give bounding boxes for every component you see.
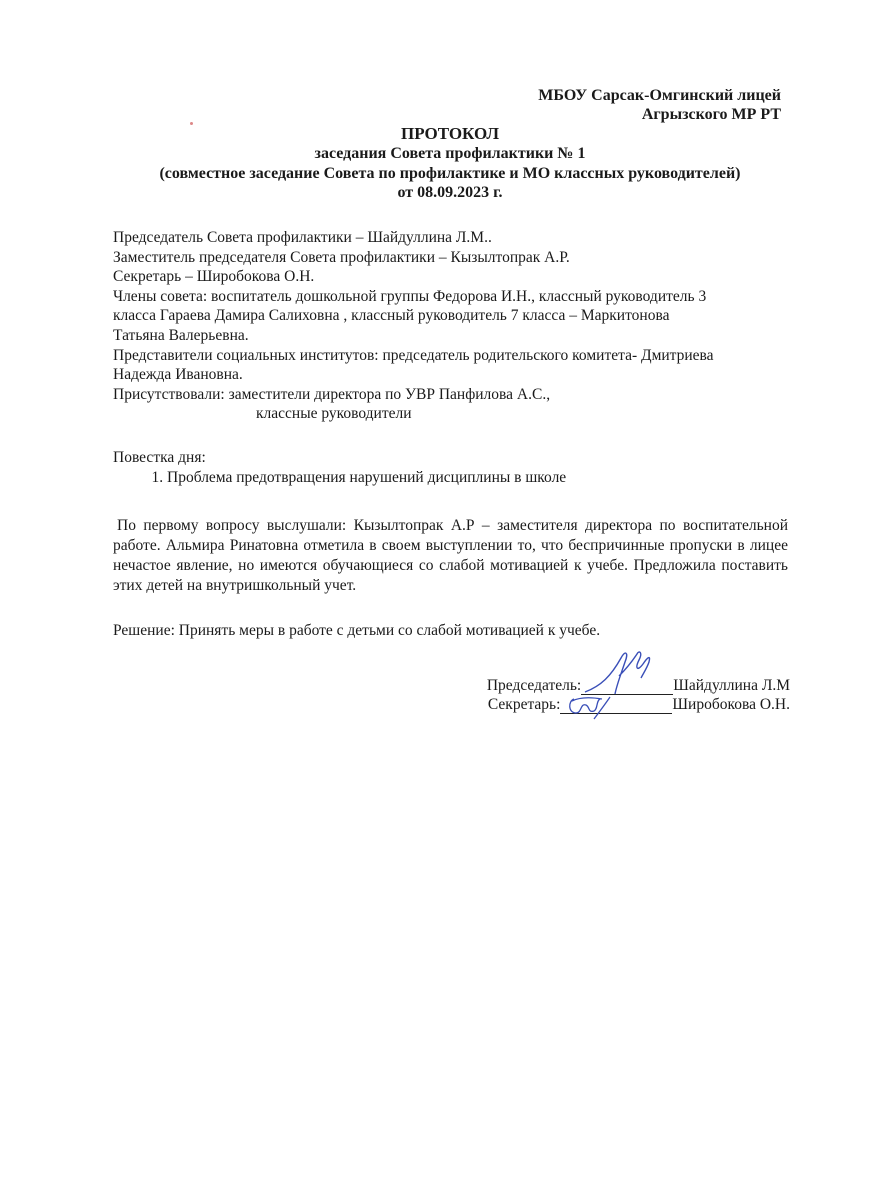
secretary-name: Широбокова О.Н. [672,696,790,713]
social-line: Представители социальных институтов: председатель родительского комитета- Дмитриева [113,346,714,364]
organization-name: МБОУ Сарсак-Омгинский лицей [538,87,781,104]
members-line: Члены совета: воспитатель дошкольной группы Федорова И.Н., классный руководитель 3 [113,287,707,305]
secretary-label: Секретарь: [487,696,561,713]
chair-label: Председатель: [486,677,582,694]
members-line: класса Гараева Дамира Салиховна , классный руководитель 7 класса – Маркитонова [113,307,670,325]
meeting-subtitle: (совместное заседание Совета по профилактике и МО классных руководителей) [159,165,741,182]
organization-header [538,86,781,124]
present-line: классные руководители [256,405,412,423]
signatures-block [440,676,790,714]
agenda-item: 1. Проблема предотвращения нарушений дисциплины в школе [167,468,788,488]
signature-line [560,699,672,714]
chair-line: Председатель Совета профилактики – Шайдуллина Л.М.. [113,229,492,246]
secretary-signature-row [440,695,790,714]
social-line: Надежда Ивановна. [113,366,243,384]
chair-name: Шайдуллина Л.М [673,677,790,694]
present-line: Присутствовали: заместители директора по УВР Панфилова А.С., [113,385,551,403]
secretary-line: Секретарь – Широбокова О.Н. [113,268,315,286]
agenda [113,448,788,487]
document-title: ПРОТОКОЛ [400,124,499,143]
discussion-paragraph: По первому вопросу выслушали: Кызылтопрак А.Р – заместителя директора по воспитательной работе. Альмира Ринатовна отметила в своем выступлении то, что беспричинные пропуски в лицее нечастое явление, но имеются обучающиеся со слабой мотивацией к учебе. Предложила поставить этих детей на внутришкольный учет. [113,517,788,594]
members-line: Татьяна Валерьевна. [113,326,249,344]
organization-district: Агрызского МР РТ [641,106,781,123]
agenda-list [113,468,788,488]
secretary-handwritten-signature [560,691,672,723]
decision-paragraph: Решение: Принять меры в работе с детьми со слабой мотивацией к учебе. [113,622,601,639]
agenda-label: Повестка дня: [113,449,206,466]
participants-block [113,228,788,424]
meeting-date: от 08.09.2023 г. [397,184,503,201]
deputy-line: Заместитель председателя Совета профилактики – Кызылтопрак А.Р. [113,248,570,266]
meeting-title: заседания Совета профилактики № 1 [314,145,586,162]
